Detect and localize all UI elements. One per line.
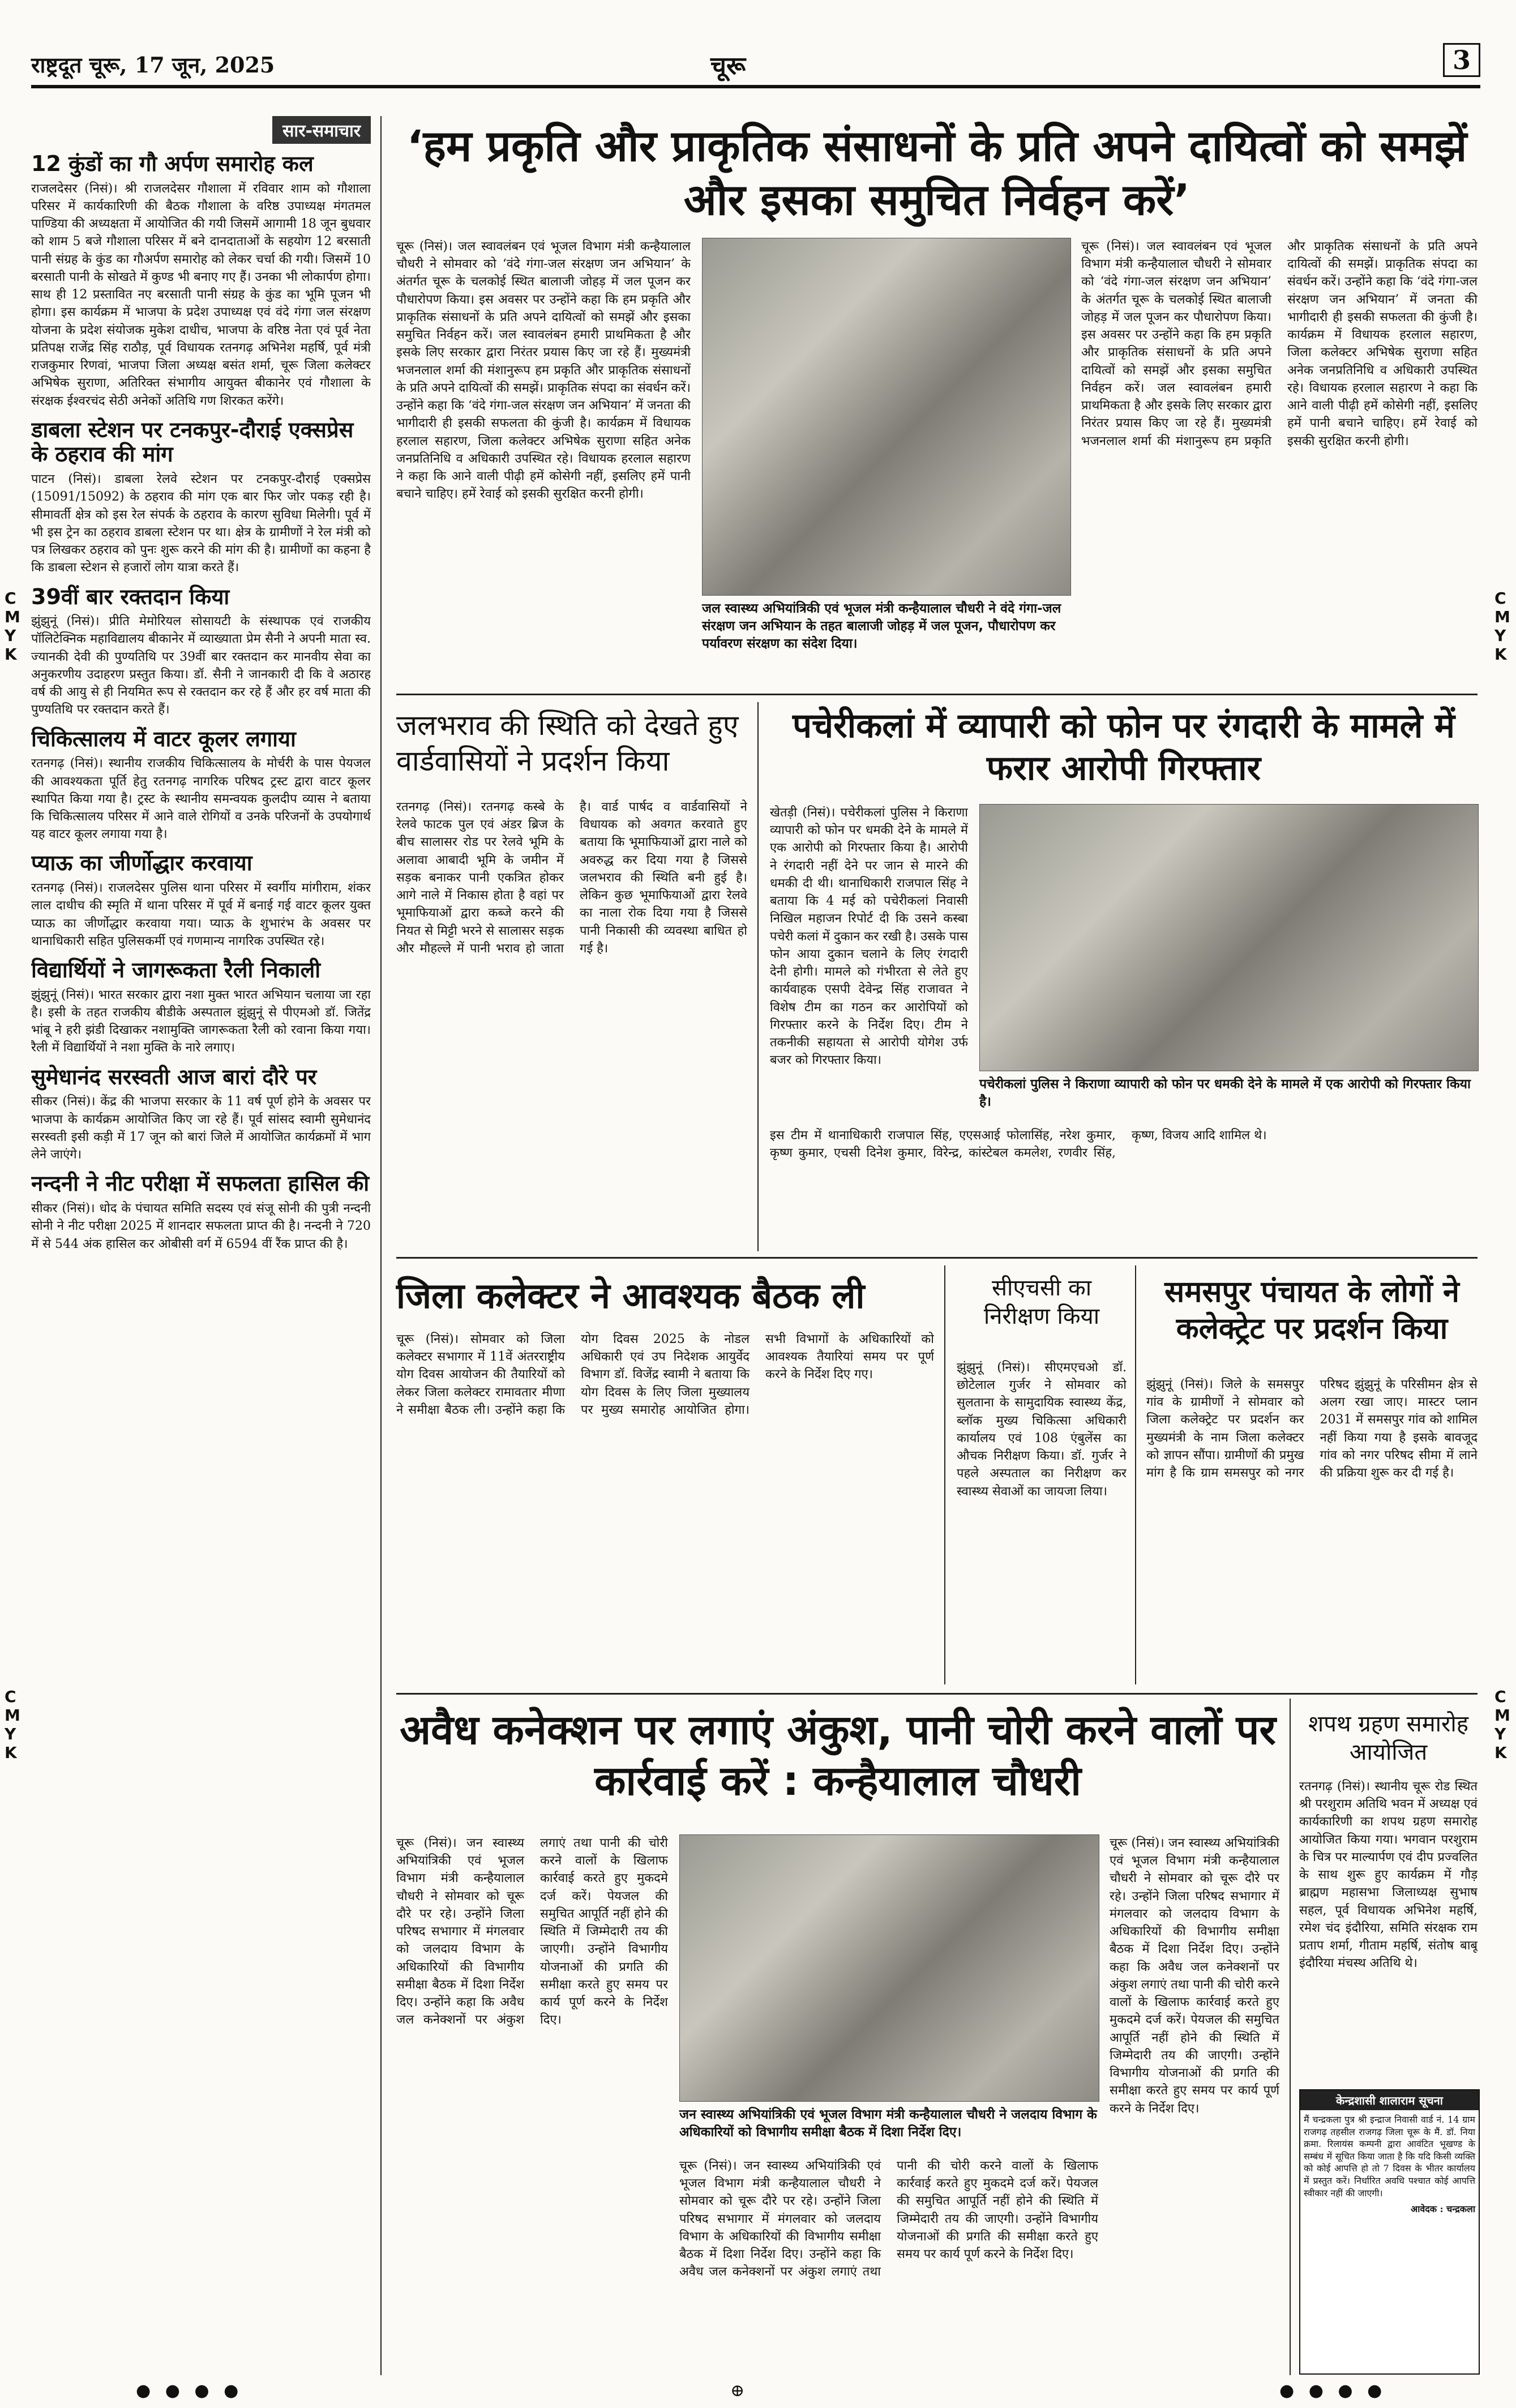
brief-title: 12 कुंडों का गौ अर्पण समारोह कल xyxy=(31,151,314,176)
lead-headline: ‘हम प्रकृति और प्राकृतिक संसाधनों के प्रति अपने दायित्वों को समझें और इसका समुचित निर्वहन करें’ xyxy=(406,121,1467,225)
brief-title: सुमेधानंद सरस्वती आज बारां दौरे पर xyxy=(31,1064,317,1089)
chaudhary-text-left: चूरू (निसं)। जन स्वास्थ्य अभियांत्रिकी एवं भूजल विभाग मंत्री कन्हैयालाल चौधरी ने सोमवार को चूरू दौरे पर रहे। उन्होंने जिला परिषद सभागार में मंगलवार को जलदाय विभाग के अधिकारियों की विभागीय समीक्षा बैठक में दिशा निर्देश दिए। उन्होंने कहा कि अवैध जल कनेक्शनों पर अंकुश लगाएं तथा पानी की चोरी करने वालों के खिलाफ कार्रवाई करते हुए मुकदमे दर्ज करें। पेयजल की समुचित आपूर्ति नहीं होने की स्थिति में जिम्मेदारी तय की जाएगी। उन्होंने विभागीय योजनाओं की प्रगति की समीक्षा करते हुए समय पर कार्य पूर्ण करने के निर्देश दिए। xyxy=(396,1836,668,2028)
rangdari-team: इस टीम में थानाधिकारी राजपाल सिंह, एएसआई फोलासिंह, नरेश कुमार, कृष्ण कुमार, एचसी दिनेश कुमार, विरेन्द्र, कांस्टेबल कमलेश, रणवीर सिंह, कृष्ण, विजय आदि शामिल थे। xyxy=(770,1128,1267,1161)
shapath-text: रतनगढ़ (निसं)। स्थानीय चूरू रोड स्थित श्री परशुराम अतिथि भवन में अध्यक्ष एवं कार्यकारिणी का शपथ ग्रहण समारोह आयोजित किया गया। भगवान परशुराम के चित्र पर माल्यार्पण एवं दीप प्रज्वलित के साथ शुरू हुए कार्यक्रम में गौड़ ब्राह्मण महासभा जिलाध्यक्ष सुभाष सहल, पूर्व विधायक अभिनेश महर्षि, रमेश चंद इंदौरिया, समिति संरक्षक राम प्रताप शर्मा, गीताम महर्षि, संतोष बाबू इंदौरिया मंचस्थ अतिथि थे। xyxy=(1299,1780,1478,1971)
brief-text: झुंझुनूं (निसं)। प्रीति मेमोरियल सोसायटी के संस्थापक एवं राजकीय पॉलिटेक्निक महाविद्यालय बीकानेर में व्याख्याता प्रेम सैनी ने अपनी माता स्व. ज्यानकी देवी की पुण्यतिथि पर 39वीं बार रक्तदान कर मानवीय सेवा का अनुकरणीय उदाहरण प्रस्तुत किया। डॉ. सैनी ने जानकारी दी कि वे अठारह वर्ष की आयु से ही नियमित रूप से रक्तदान कर रहे हैं और हर वर्ष माता की पुण्यतिथि पर रक्तदान करते हैं। xyxy=(31,614,371,717)
brief-item xyxy=(31,958,371,1057)
chaudhary-text-bottom: चूरू (निसं)। जन स्वास्थ्य अभियांत्रिकी एवं भूजल विभाग मंत्री कन्हैयालाल चौधरी ने सोमवार को चूरू दौरे पर रहे। उन्होंने जिला परिषद सभागार में मंगलवार को जलदाय विभाग के अधिकारियों की विभागीय समीक्षा बैठक में दिशा निर्देश दिए। उन्होंने कहा कि अवैध जल कनेक्शनों पर अंकुश लगाएं तथा पानी की चोरी करने वालों के खिलाफ कार्रवाई करते हुए मुकदमे दर्ज करें। पेयजल की समुचित आपूर्ति नहीं होने की स्थिति में जिम्मेदारी तय की जाएगी। उन्होंने विभागीय योजनाओं की प्रगति की समीक्षा करते हुए समय पर कार्य पूर्ण करने के निर्देश दिए। xyxy=(679,2159,1098,2279)
brief-title: प्याऊ का जीर्णोद्धार करवाया xyxy=(31,850,252,876)
column-rule xyxy=(1135,1265,1136,1684)
rangdari-photo-caption: पचेरीकलां पुलिस ने किराणा व्यापारी को फोन पर धमकी देने के मामले में एक आरोपी को गिरफ्तार किया है। xyxy=(979,1077,1471,1110)
lead-text-left: चूरू (निसं)। जल स्वावलंबन एवं भूजल विभाग मंत्री कन्हैयालाल चौधरी ने सोमवार को ‘वंदे गंगा-जल संरक्षण जन अभियान’ के अंतर्गत चूरू के चलकोई स्थित बालाजी जोहड़ में जल पूजन कर पौधारोपण किया। इस अवसर पर उन्होंने कहा कि हम प्रकृति और प्राकृतिक संसाधनों के प्रति अपने दायित्वों को समझें और इसका समुचित निर्वहन करें। जल स्वावलंबन हमारी प्राथमिकता है और इसके लिए सरकार द्वारा निरंतर प्रयास किए जा रहे हैं। मुख्यमंत्री भजनलाल शर्मा की मंशानुरूप हम प्रकृति और प्राकृतिक संसाधनों के प्रति अपने दायित्वों की समझें। प्राकृतिक संपदा का संवर्धन करें। उन्होंने कहा कि ‘वंदे गंगा-जल संरक्षण जन अभियान’ में जनता की भागीदारी ही इसकी सफलता की कुंजी है। कार्यक्रम में विधायक हरलाल सहारण, जिला कलेक्टर अभिषेक सुराणा सहित अनेक जनप्रतिनिधि व अधिकारी उपस्थित रहे। विधायक हरलाल सहारण ने कहा कि आने वाली पीढ़ी हमें कोसेगी नहीं, इसलिए हमें पानी बचाने चाहिए। हमें रेवाई को इसकी सुरक्षित करनी होगी। xyxy=(396,239,691,502)
jalbharav-headline: जलभराव की स्थिति को देखते हुए वार्डवासियों ने प्रदर्शन किया xyxy=(396,709,739,777)
lead-photo xyxy=(702,238,1071,596)
registration-mark: C M Y K xyxy=(1494,1687,1510,1762)
chc-headline: सीएचसी का निरीक्षण किया xyxy=(983,1275,1100,1329)
section-divider xyxy=(396,1257,1478,1259)
page-number: 3 xyxy=(1443,43,1480,77)
brief-item xyxy=(31,727,371,844)
rangdari-photo xyxy=(979,804,1479,1071)
rangdari-headline: पचेरीकलां में व्यापारी को फोन पर रंगदारी के मामले में फरार आरोपी गिरफ्तार xyxy=(792,706,1455,788)
registration-mark: C M Y K xyxy=(1494,589,1510,664)
brief-item xyxy=(31,152,371,410)
brief-title: विद्यार्थियों ने जागरूकता रैली निकाली xyxy=(31,957,321,983)
print-marks: ● ● ● ● xyxy=(1279,2381,1387,2401)
section-divider xyxy=(396,694,1478,695)
samaspur-headline: समसपुर पंचायत के लोगों ने कलेक्ट्रेट पर प्रदर्शन किया xyxy=(1164,1275,1459,1346)
brief-text: सीकर (निसं)। धोद के पंचायत समिति सदस्य एवं संजू सोनी की पुत्री नन्दनी सोनी ने नीट परीक्षा 2025 में शानदार सफलता प्राप्त की है। नन्दनी ने 720 में से 544 अंक हासिल कर ओबीसी वर्ग में 6594 वीं रैंक प्राप्त की है। xyxy=(31,1201,371,1251)
jalbharav-text: रतनगढ़ (निसं)। रतनगढ़ कस्बे के रेलवे फाटक पुल एवं अंडर ब्रिज के बीच सालासर रोड पर रेलवे भूमि के अलावा आबादी भूमि के जमीन में सड़क बनाकर पानी एकत्रित होकर आगे नाले में निकास होता है वहां पर भूमाफियाओं द्वारा कब्जे करने की नियत से मिट्टी भरने से सालासर सड़क और मौहल्ले में पानी भराव हो जाता है। वार्ड पार्षद व वार्डवासियों ने विधायक को अवगत करवाते हुए बताया कि भूमाफियाओं द्वारा नाले को अवरुद्ध कर दिया गया है जिससे जलभराव की स्थिति बनी हुई है। लेकिन कुछ भूमाफियाओं द्वारा रेलवे का नाला रोक दिया गया है जिससे पानी निकासी की व्यवस्था बाधित हो गई है। xyxy=(396,800,747,956)
brief-title: नन्दनी ने नीट परीक्षा में सफलता हासिल की xyxy=(31,1171,370,1196)
brief-text: राजलदेसर (निसं)। श्री राजलदेसर गौशाला में रविवार शाम को गौशाला परिसर में कार्यकारिणी की बैठक गौशाला के वरिष्ठ उपाध्यक्ष मंगतमल पाण्डिया की अध्यक्षता में आयोजित की गयी जिसमें आगामी 18 जून बुधवार को शाम 5 बजे गौशाला परिसर में बने दानदाताओं के सहयोग 12 बरसाती पानी संग्रह के कुंड का गौअर्पण समारोह को लेकर चर्चा की गयी। जिसमें 10 बरसाती पानी के सोखते में कुण्ड भी बनाए गए हैं। उनका भी लोकार्पण होगा। साथ ही 12 प्रस्तावित नए बरसाती पानी संग्रह के कुंड का भूमि पूजन भी होगा। इस कार्यक्रम में भाजपा के प्रदेश उपाध्यक्ष एवं वंदे गंगा जल संरक्षण योजना के प्रदेश संयोजक मुकेश दाधीच, भाजपा के वरिष्ठ नेता एवं पूर्व नेता प्रतिपक्ष राजेंद्र सिंह राठौड़, पूर्व विधायक रतनगढ़ अभिनेश महर्षि, पूर्व मंत्री राजकुमार रिणवां, भाजपा जिला अध्यक्ष बसंत शर्मा, चूरू जिला कलेक्टर अभिषेक सुराणा, अतिरिक्त संभागीय आयुक्त बीकानेर एवं गौशाला के संरक्षक ईश्वरचंद सेठी अनेकों अतिथि गण शिरकत करेंगे। xyxy=(31,181,371,408)
collector-text: चूरू (निसं)। सोमवार को जिला कलेक्टर सभागार में 11वें अंतरराष्ट्रीय योग दिवस आयोजन की तैयारियों को लेकर जिला कलेक्टर रामावतार मीणा ने समीक्षा बैठक ली। उन्होंने कहा कि योग दिवस 2025 के नोडल अधिकारी एवं उप निदेशक आयुर्वेद विभाग डॉ. विजेंद्र स्वामी ने बताया कि योग दिवस के लिए जिला मुख्यालय पर मुख्य समारोह आयोजित होगा। सभी विभागों के अधिकारियों को आवश्यक तैयारियां समय पर पूर्ण करने के निर्देश दिए गए। xyxy=(396,1332,934,1417)
chaudhary-photo-caption: जन स्वास्थ्य अभियांत्रिकी एवं भूजल विभाग मंत्री कन्हैयालाल चौधरी ने जलदाय विभाग के अधिकारियों को विभागीय समीक्षा बैठक में दिशा निर्देश दिए। xyxy=(679,2107,1097,2140)
brief-text: सीकर (निसं)। केंद्र की भाजपा सरकार के 11 वर्ष पूर्ण होने के अवसर पर भाजपा के कार्यक्रम आयोजित किए जा रहे हैं। पूर्व सांसद स्वामी सुमेधानंद सरस्वती इसी कड़ी में 17 जून को बारां जिले में आयोजित कार्यक्रमों में भाग लेने जाएंगे। xyxy=(31,1094,371,1162)
print-marks: ⊕ xyxy=(730,2381,750,2401)
chaudhary-photo xyxy=(679,1834,1099,2102)
print-marks: ● ● ● ● xyxy=(136,2381,243,2401)
lead-text-right: चूरू (निसं)। जल स्वावलंबन एवं भूजल विभाग मंत्री कन्हैयालाल चौधरी ने सोमवार को ‘वंदे गंगा-जल संरक्षण जन अभियान’ के अंतर्गत चूरू के चलकोई स्थित बालाजी जोहड़ में जल पूजन कर पौधारोपण किया। इस अवसर पर उन्होंने कहा कि हम प्रकृति और प्राकृतिक संसाधनों के प्रति अपने दायित्वों को समझें और इसका समुचित निर्वहन करें। जल स्वावलंबन हमारी प्राथमिकता है और इसके लिए सरकार द्वारा निरंतर प्रयास किए जा रहे हैं। मुख्यमंत्री भजनलाल शर्मा की मंशानुरूप हम प्रकृति और प्राकृतिक संसाधनों के प्रति अपने दायित्वों की समझें। प्राकृतिक संपदा का संवर्धन करें। उन्होंने कहा कि ‘वंदे गंगा-जल संरक्षण जन अभियान’ में जनता की भागीदारी ही इसकी सफलता की कुंजी है। कार्यक्रम में विधायक हरलाल सहारण, जिला कलेक्टर अभिषेक सुराणा सहित अनेक जनप्रतिनिधि व अधिकारी उपस्थित रहे। विधायक हरलाल सहारण ने कहा कि आने वाली पीढ़ी हमें कोसेगी नहीं, इसलिए हमें पानी बचाने चाहिए। हमें रेवाई को इसकी सुरक्षित करनी होगी। xyxy=(1081,239,1478,448)
briefs-column xyxy=(31,116,371,2375)
brief-title: डाबला स्टेशन पर टनकपुर-दौराई एक्सप्रेस के ठहराव की मांग xyxy=(31,417,354,467)
masthead xyxy=(31,40,1480,88)
edition-city: चूरू xyxy=(710,52,746,80)
public-notice xyxy=(1299,2089,1480,2375)
column-rule xyxy=(380,116,382,2375)
brief-item xyxy=(31,1065,371,1164)
registration-mark: C M Y K xyxy=(5,589,20,664)
notice-title: केन्द्रशासी शालाराम सूचना xyxy=(1300,2090,1479,2110)
brief-text: रतनगढ़ (निसं)। स्थानीय राजकीय चिकित्सालय के मोर्चरी के पास पेयजल की आवश्यकता पूर्ति हेतु रतनगढ़ नागरिक परिषद ट्रस्ट द्वारा वाटर कूलर स्थापित किया गया है। ट्रस्ट के स्थानीय समन्वयक कुलदीप व्यास ने बताया कि चिकित्सालय परिसर में आने वाले रोगियों व उनके परिजनों के उपयोगार्थ यह वाटर कूलर लगाया गया है। xyxy=(31,756,371,842)
column-rule xyxy=(757,702,759,1251)
column-rule xyxy=(1290,1699,1291,2375)
brief-title: 39वीं बार रक्तदान किया xyxy=(31,584,230,609)
brief-text: झुंझुनूं (निसं)। भारत सरकार द्वारा नशा मुक्त भारत अभियान चलाया जा रहा है। इसी के तहत राजकीय बीडीके अस्पताल झुंझुनूं से पीएमओ डॉ. जितेंद्र भांबू ने हरी झंडी दिखाकर नशामुक्ति जागरूकता रैली को रवाना किया गया। रैली में विद्यार्थियों ने नशा मुक्ति के नारे लगाए। xyxy=(31,987,371,1055)
brief-title: चिकित्सालय में वाटर कूलर लगाया xyxy=(31,726,296,751)
notice-text: मैं चन्द्रकला पुत्र श्री इन्द्राज निवासी वार्ड नं. 14 ग्राम राजगढ़ तहसील राजगढ़ जिला चूरू के मैं. डॉ. निया क्रमा. रिलायंस कम्पनी द्वारा आवंटित भूखण्ड के सम्बंध में सूचित किया जाता है कि यदि किसी व्यक्ति को कोई आपत्ति हो तो 7 दिवस के भीतर कार्यालय में प्रस्तुत करें। निर्धारित अवधि पश्चात कोई आपत्ति स्वीकार नहीं की जाएगी। xyxy=(1304,2114,1475,2199)
edition-date: राष्ट्रदूत चूरू, 17 जून, 2025 xyxy=(31,52,275,78)
brief-item xyxy=(31,418,371,577)
chaudhary-headline: अवैध कनेक्शन पर लगाएं अंकुश, पानी चोरी करने वालों पर कार्रवाई करें : कन्हैयालाल चौधरी xyxy=(400,1706,1276,1804)
section-divider xyxy=(396,1693,1478,1695)
column-rule xyxy=(944,1265,945,1684)
brief-text: रतनगढ़ (निसं)। राजलदेसर पुलिस थाना परिसर में स्वर्गीय मांगीराम, शंकर लाल दाधीच की स्मृति में थाना परिसर में पूर्व में बनाई गई वाटर कूलर युक्त प्याऊ का जीर्णोद्धार करवाया गया। प्याऊ के शुभारंभ के अवसर पर थानाधिकारी सहित पुलिसकर्मी एवं गणमान्य नागरिक उपस्थित रहे। xyxy=(31,881,371,948)
brief-item xyxy=(31,851,371,950)
registration-mark: C M Y K xyxy=(5,1687,20,1762)
samaspur-text: झुंझुनूं (निसं)। जिले के समसपुर गांव के ग्रामीणों ने सोमवार को जिला कलेक्ट्रेट पर प्रदर्शन कर मुख्यमंत्री के नाम जिला कलेक्टर को ज्ञापन सौंपा। ग्रामीणों की प्रमुख मांग है कि ग्राम समसपुर को नगर परिषद झुंझुनूं के परिसीमन क्षेत्र से अलग रखा जाए। मास्टर प्लान 2031 में समसपुर गांव को शामिल नहीं किया गया है इसके बावजूद गांव को नगर परिषद सीमा में लाने की प्रक्रिया शुरू कर दी गई है। xyxy=(1146,1378,1478,1481)
brief-item xyxy=(31,585,371,719)
collector-headline: जिला कलेक्टर ने आवश्यक बैठक ली xyxy=(396,1275,865,1316)
section-tag: सार-समाचार xyxy=(272,116,371,144)
chaudhary-text-right: चूरू (निसं)। जन स्वास्थ्य अभियांत्रिकी एवं भूजल विभाग मंत्री कन्हैयालाल चौधरी ने सोमवार को चूरू दौरे पर रहे। उन्होंने जिला परिषद सभागार में मंगलवार को जलदाय विभाग के अधिकारियों की विभागीय समीक्षा बैठक में दिशा निर्देश दिए। उन्होंने कहा कि अवैध जल कनेक्शनों पर अंकुश लगाएं तथा पानी की चोरी करने वालों के खिलाफ कार्रवाई करते हुए मुकदमे दर्ज करें। पेयजल की समुचित आपूर्ति नहीं होने की स्थिति में जिम्मेदारी तय की जाएगी। उन्होंने विभागीय योजनाओं की प्रगति की समीक्षा करते हुए समय पर कार्य पूर्ण करने के निर्देश दिए। xyxy=(1110,1836,1279,2116)
notice-sign: आवेदक : चन्द्रकला xyxy=(1411,2204,1475,2215)
shapath-headline: शपथ ग्रहण समारोह आयोजित xyxy=(1308,1711,1468,1765)
chc-text: झुंझुनूं (निसं)। सीएमएचओ डॉ. छोटेलाल गुर्जर ने सोमवार को सुलताना के सामुदायिक स्वास्थ्य केंद्र, ब्लॉक मुख्य चिकित्सा अधिकारी कार्यालय एवं 108 एंबुलेंस का औचक निरीक्षण किया। डॉ. गुर्जर ने पहले अस्पताल का निरीक्षण कर स्वास्थ्य सेवाओं का जायजा लिया। xyxy=(957,1361,1127,1499)
lead-photo-caption: जल स्वास्थ्य अभियांत्रिकी एवं भूजल मंत्री कन्हैयालाल चौधरी ने वंदे गंगा-जल संरक्षण जन अभियान के तहत बालाजी जोहड़ में जल पूजन, पौधारोपण कर पर्यावरण संरक्षण का संदेश दिया। xyxy=(702,601,1061,652)
brief-text: पाटन (निसं)। डाबला रेलवे स्टेशन पर टनकपुर-दौराई एक्सप्रेस (15091/15092) के ठहराव की मांग एक बार फिर जोर पकड़ रही है। सीमावर्ती क्षेत्र को इस रेल संपर्क के ठहराव के कारण सुविधा मिलेगी। पूर्व में भी इस ट्रेन का ठहराव डाबला स्टेशन पर था। क्षेत्र के ग्रामीणों ने रेल मंत्री को पत्र लिखकर ठहराव को पुनः शुरू करने की मांग की है। ग्रामीणों का कहना है कि डाबला स्टेशन से हजारों लोग यात्रा करते हैं। xyxy=(31,472,371,575)
brief-item xyxy=(31,1171,371,1252)
rangdari-text: खेतड़ी (निसं)। पचेरीकलां पुलिस ने किराणा व्यापारी को फोन पर धमकी देने के मामले में एक आरोपी को गिरफ्तार किया है। आरोपी ने रंगदारी नहीं देने पर जान से मारने की धमकी दी थी। थानाधिकारी राजपाल सिंह ने बताया कि 4 मई को पचेरीकलां निवासी निखिल महाजन रिपोर्ट दी कि उसने कस्बा पचेरी कलां में दुकान कर रखी है। उसके पास फोन आया दुकान चलाने के लिए रंगदारी देनी होगी। मामले को गंभीरता से लेते हुए कार्यवाहक एसपी देवेन्द्र सिंह राजावत ने विशेष टीम का गठन कर आरोपियों को गिरफ्तार करने के निर्देश दिए। टीम ने तकनीकी सहायता से आरोपी योगेश उर्फ बजर को गिरफ्तार किया। xyxy=(770,806,968,1068)
